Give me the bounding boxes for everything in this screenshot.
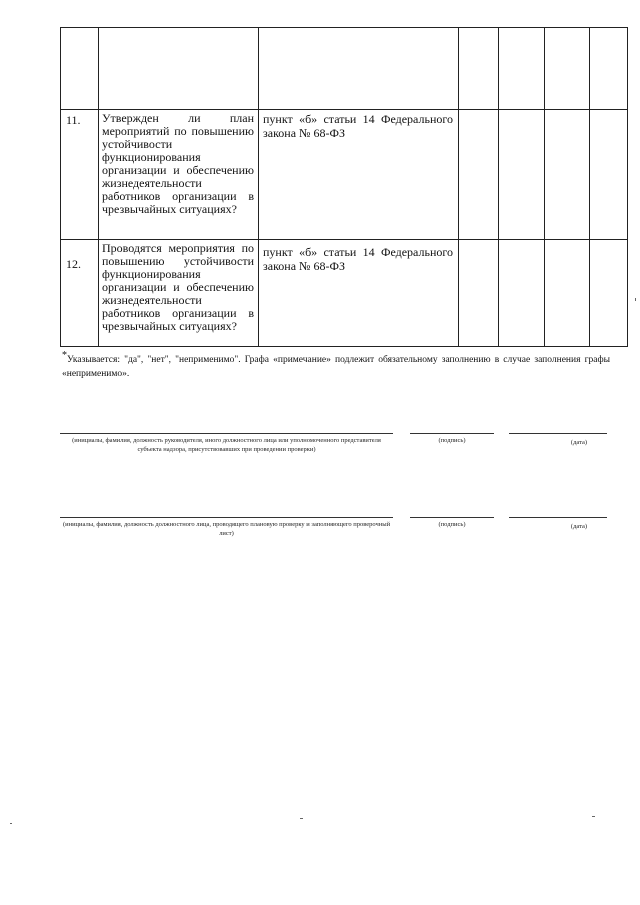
signature-sign-line (410, 517, 494, 518)
scan-speck (10, 823, 12, 824)
scan-speck (635, 298, 636, 301)
table-row-divider (60, 239, 628, 240)
table-col-divider (498, 27, 499, 347)
table-col-divider (544, 27, 545, 347)
table-border-left (60, 27, 61, 347)
scan-speck (592, 816, 595, 817)
scan-speck (300, 818, 303, 819)
footnote-text: Указывается: "да", "нет", "неприменимо". Графа «примечание» подлежит обязательному заполнению в случае заполнения графы «неприменимо». (62, 355, 610, 380)
signature-name-caption: (инициалы, фамилия, должность должностного лица, проводящего плановую проверку и заполняющего проверочный лист) (62, 521, 391, 537)
row-number: 11. (66, 113, 81, 127)
table-col-divider (258, 27, 259, 347)
signature-sign-caption: (подпись) (438, 521, 466, 528)
signature-name-line (60, 517, 393, 518)
row-number: 12. (66, 257, 81, 271)
footnote (62, 349, 610, 381)
row-legal-basis: пункт «б» статьи 14 Федерального закона № 68-ФЗ (263, 245, 453, 273)
signature-sign-caption: (подпись) (438, 437, 466, 444)
signature-date-caption: (дата) (570, 523, 588, 530)
row-question: Утвержден ли план мероприятий по повышению устойчивости функционирования организации и обеспечению жизнедеятельности работников организации в чрезвычайных ситуациях? (102, 111, 254, 216)
table-border-top (60, 27, 628, 28)
signature-date-caption: (дата) (570, 439, 588, 446)
footnote-mark: * (62, 350, 67, 361)
signature-name-line (60, 433, 393, 434)
table-col-divider (589, 27, 590, 347)
row-question: Проводятся мероприятия по повышению устойчивости функционирования организации и обеспечению жизнедеятельности работников организации в чрезвычайных ситуациях? (102, 241, 254, 333)
row-legal-basis: пункт «б» статьи 14 Федерального закона № 68-ФЗ (263, 112, 453, 140)
checklist-table (60, 27, 628, 347)
table-row-divider (60, 109, 628, 110)
signature-name-caption: (инициалы, фамилия, должность руководителя, иного должностного лица или уполномоченного представителя субъекта надзора, присутствовавших при проведении проверки) (72, 437, 381, 453)
table-col-divider (98, 27, 99, 347)
signature-date-line (509, 517, 607, 518)
signature-sign-line (410, 433, 494, 434)
table-border-right (627, 27, 628, 347)
table-border-bottom (60, 346, 628, 347)
signature-date-line (509, 433, 607, 434)
table-col-divider (458, 27, 459, 347)
